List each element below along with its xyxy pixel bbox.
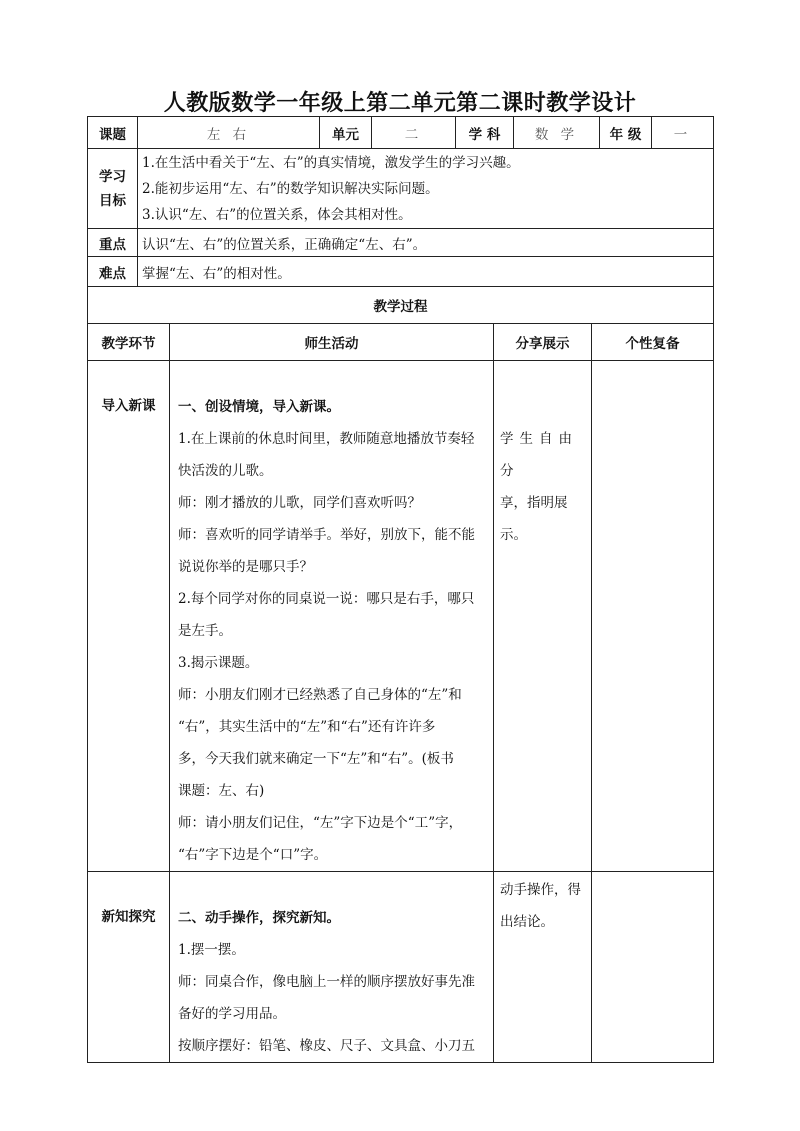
header-stage: 教学环节 (88, 324, 170, 361)
activity-line: “右”，其实生活中的“左”和“右”还有许许多 (178, 719, 436, 735)
header-personal: 个性复备 (592, 324, 714, 361)
key-point-text: 认识“左、右”的位置关系，正确确定“左、右”。 (138, 229, 714, 257)
header-activity: 师生活动 (170, 324, 494, 361)
process-header-row (88, 324, 714, 361)
activity-line: 3.揭示课题。 (178, 655, 259, 671)
objective-item: 2.能初步运用“左、右”的数学知识解决实际问题。 (142, 180, 439, 197)
stage-activity (170, 872, 494, 1063)
objectives-content (138, 149, 714, 229)
unit-value: 二 (372, 117, 456, 149)
activity-line: 是左手。 (178, 623, 232, 639)
difficulty-label: 难点 (88, 257, 138, 287)
objective-item: 3.认识“左、右”的位置关系，体会其相对性。 (142, 206, 412, 223)
activity-line: 2.每个同学对你的同桌说一说：哪只是右手，哪只 (178, 591, 475, 607)
activity-line: 师：刚才播放的儿歌，同学们喜欢听吗？ (178, 495, 421, 511)
activity-line: 按顺序摆好：铅笔、橡皮、尺子、文具盒、小刀五 (178, 1038, 475, 1054)
teaching-process-table (87, 286, 714, 1063)
activity-line: 师：同桌合作，像电脑上一样的顺序摆放好事先准 (178, 974, 475, 990)
stage-name: 新知探究 (88, 872, 170, 1063)
activity-line: 备好的学习用品。 (178, 1006, 286, 1022)
share-line: 出结论。 (500, 914, 554, 930)
section-heading: 二、动手操作，探究新知。 (178, 910, 340, 926)
stage-personal (592, 361, 714, 872)
key-point-label: 重点 (88, 229, 138, 257)
stage-activity (170, 361, 494, 872)
grade-label: 年 级 (600, 117, 652, 149)
unit-label: 单元 (320, 117, 372, 149)
share-line: 享，指明展示。 (500, 495, 568, 543)
activity-line: “右”字下边是个“口”字。 (178, 847, 328, 863)
process-title-row (88, 287, 714, 324)
lesson-info-table (87, 116, 714, 287)
stage-name: 导入新课 (88, 361, 170, 872)
stage-row-intro (88, 361, 714, 872)
key-point-row (88, 229, 714, 257)
subject-value: 数 学 (514, 117, 600, 149)
activity-line: 快活泼的儿歌。 (178, 463, 273, 479)
stage-share (494, 872, 592, 1063)
grade-value: 一 (652, 117, 714, 149)
difficulty-row (88, 257, 714, 287)
activity-line: 多，今天我们就来确定一下“左”和“右”。(板书 (178, 751, 454, 767)
objectives-label-line-1: 学习 (99, 168, 126, 185)
activity-line: 师：喜欢听的同学请举手。举好，别放下，能不能 (178, 527, 475, 543)
section-heading: 一、创设情境，导入新课。 (178, 399, 340, 415)
process-title: 教学过程 (88, 287, 714, 324)
share-line: 学生自由分 (500, 431, 578, 479)
topic-value: 左 右 (138, 117, 320, 149)
topic-label: 课题 (88, 117, 138, 149)
activity-line: 1.在上课前的休息时间里，教师随意地播放节奏轻 (178, 431, 475, 447)
objectives-row (88, 149, 714, 229)
activity-line: 师：请小朋友们记住，“左”字下边是个“工”字， (178, 815, 463, 831)
share-line: 动手操作，得 (500, 882, 581, 898)
objective-item: 1.在生活中看关于“左、右”的真实情境，激发学生的学习兴趣。 (142, 154, 520, 171)
activity-line: 说说你举的是哪只手？ (178, 559, 313, 575)
stage-personal (592, 872, 714, 1063)
stage-share (494, 361, 592, 872)
document-title: 人教版数学一年级上第二单元第二课时教学设计 (163, 91, 637, 116)
subject-label: 学 科 (456, 117, 514, 149)
activity-line: 师：小朋友们刚才已经熟悉了自己身体的“左”和 (178, 687, 462, 703)
objectives-label (88, 149, 138, 229)
header-share: 分享展示 (494, 324, 592, 361)
activity-line: 课题：左、右) (178, 783, 265, 799)
activity-line: 1.摆一摆。 (178, 942, 245, 958)
info-row (88, 117, 714, 149)
objectives-label-line-2: 目标 (99, 192, 126, 209)
difficulty-text: 掌握“左、右”的相对性。 (138, 257, 714, 287)
stage-row-explore (88, 872, 714, 1063)
